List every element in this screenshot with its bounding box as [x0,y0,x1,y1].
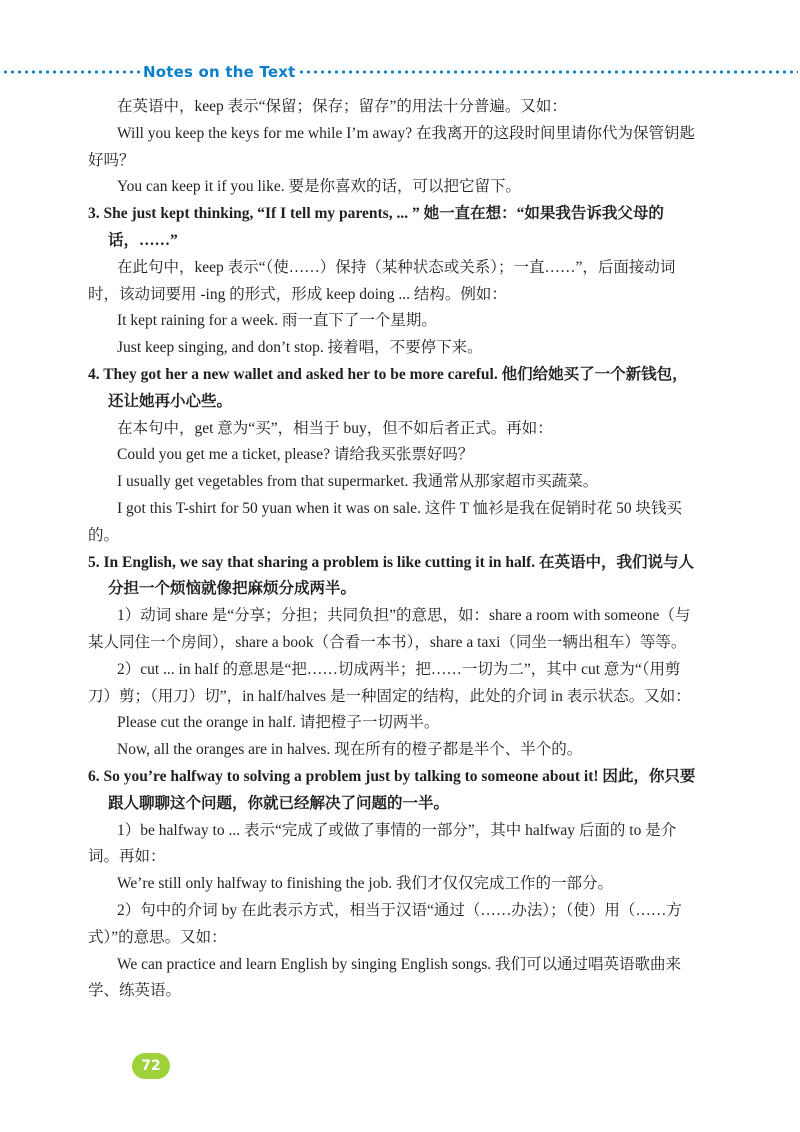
paragraph: 1）be halfway to ... 表示“完成了或做了事情的一部分”，其中 halfway 后面的 to 是介词。再如： [88,821,677,866]
note-heading-4: 4. They got her a new wallet and asked her to be more careful. 他们给她买了一个新钱包，还让她再小心些。 [88,365,688,410]
example-sentence: It kept raining for a week. 雨一直下了一个星期。 [117,312,437,330]
example-sentence: Just keep singing, and don’t stop. 接着唱，不要停下来。 [117,339,483,357]
example-sentence: You can keep it if you like. 要是你喜欢的话，可以把它留下。 [117,178,521,196]
note-heading-3: 3. She just kept thinking, “If I tell my parents, ... ” 她一直在想：“如果我告诉我父母的话，……” [88,205,664,249]
page-number-badge [132,1053,170,1079]
paragraph: 在此句中，keep 表示“（使……）保持（某种状态或关系）；一直……”，后面接动词时，该动词要用 -ing 的形式，形成 keep doing ... 结构。例如： [88,258,676,303]
example-sentence: We can practice and learn English by singing English songs. 我们可以通过唱英语歌曲来学、练英语。 [88,955,681,1000]
note-heading-5: 5. In English, we say that sharing a problem is like cutting it in half. 在英语中，我们说与人分担一个烦恼就像把麻烦分成两半。 [88,553,695,598]
paragraph: 在英语中，keep 表示“保留；保存；留存”的用法十分普遍。又如： [117,98,567,115]
dotted-rule-right [298,70,798,74]
section-title: Notes on the Text [143,63,296,81]
notes-body [88,94,700,1005]
example-sentence: Now, all the oranges are in halves. 现在所有的橙子都是半个、半个的。 [117,741,583,759]
paragraph: 2）句中的介词 by 在此表示方式，相当于汉语“通过（……办法）；（使）用（……方式）”的意思。又如： [88,901,682,946]
example-sentence: I got this T-shirt for 50 yuan when it was on sale. 这件 T 恤衫是我在促销时花 50 块钱买的。 [88,499,683,544]
paragraph: 在本句中，get 意为“买”，相当于 buy，但不如后者正式。再如： [117,419,553,437]
example-sentence: I usually get vegetables from that supermarket. 我通常从那家超市买蔬菜。 [117,473,599,491]
note-heading-6: 6. So you’re halfway to solving a problem just by talking to someone about it! 因此，你只要跟人聊聊这个问题，你就已经解决了问题的一半。 [88,767,696,812]
paragraph: 2）cut ... in half 的意思是“把……切成两半；把……一切为二”，其中 cut 意为“（用剪刀）剪；（用刀）切”，in half/halves 是一种固定的结构，此处的介词 in 表示状态。又如： [88,660,691,705]
example-sentence: Please cut the orange in half. 请把橙子一切两半。 [117,714,440,732]
example-sentence: Could you get me a ticket, please? 请给我买张票好吗？ [117,446,474,464]
example-sentence: We’re still only halfway to finishing the job. 我们才仅仅完成工作的一部分。 [117,875,613,893]
page-number: 72 [141,1058,161,1074]
example-sentence: Will you keep the keys for me while I’m away? 在我离开的这段时间里请你代为保管钥匙好吗？ [88,124,695,169]
dotted-rule-left [2,70,140,74]
paragraph: 1）动词 share 是“分享；分担；共同负担”的意思，如：share a room with someone（与某人同住一个房间），share a book（合看一本书），share a taxi（同坐一辆出租车）等等。 [88,607,691,651]
section-header [0,60,800,84]
